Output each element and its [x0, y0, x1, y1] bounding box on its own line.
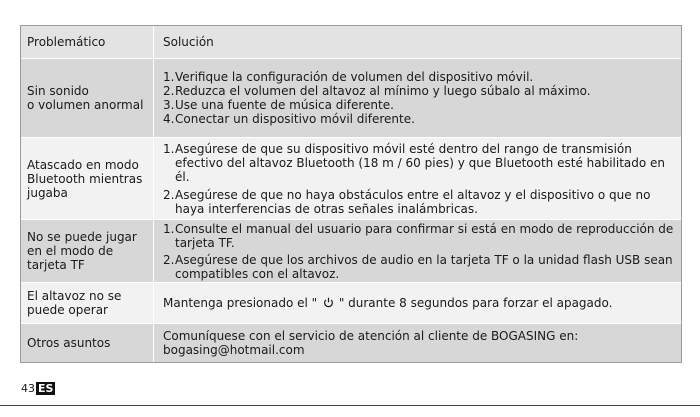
problem-cell: [21, 283, 154, 323]
solution-item: 4. Conectar un dispositivo móvil diferente.: [163, 112, 415, 126]
table-row: [21, 282, 681, 323]
table-row: [21, 137, 681, 219]
problem-line: Otros asuntos: [27, 336, 111, 350]
problem-cell: [21, 220, 154, 282]
table-header-row: [21, 26, 681, 58]
problem-line: o volumen anormal: [27, 98, 144, 112]
header-problem: Problemático: [21, 26, 154, 58]
bottom-divider: [0, 405, 700, 406]
solution-cell: [154, 324, 681, 362]
solution-line: Comuníquese con el servicio de atención al cliente de BOGASING en:: [163, 329, 579, 343]
problem-line: El altavoz no se: [27, 289, 122, 303]
problem-cell: [21, 138, 154, 219]
solution-item: 3. Use una fuente de música diferente.: [163, 98, 394, 112]
solution-item: 1. Asegúrese de que su dispositivo móvil esté dentro del rango de transmisión efectivo del altavoz Bluetooth (18 m / 60 pies) y que Bluetooth esté habilitado en él.: [163, 141, 666, 184]
problem-line: Atascado en modo: [27, 157, 139, 172]
power-icon: [321, 296, 335, 310]
problem-line: tarjeta TF: [27, 258, 85, 272]
problem-line: Bluetooth mientras: [27, 171, 143, 186]
problem-line: en el modo de: [27, 244, 114, 258]
page-number: 43: [21, 382, 35, 395]
support-email: bogasing@hotmail.com: [163, 343, 305, 357]
problem-line: Sin sonido: [27, 84, 89, 98]
page-footer: [21, 382, 55, 395]
solution-item: 1. Consulte el manual del usuario para confirmar si está en modo de reproducción de tarjeta TF.: [163, 221, 674, 250]
solution-item: 1. Verifique la configuración de volumen del dispositivo móvil.: [163, 70, 534, 84]
solution-item: 2. Asegúrese de que los archivos de audio en la tarjeta TF o la unidad flash USB sean compatibles con el altavoz.: [163, 252, 673, 281]
problem-line: No se puede jugar: [27, 230, 137, 244]
problem-cell: [21, 324, 154, 362]
table-row: [21, 323, 681, 362]
solution-text: Mantenga presionado el " " durante 8 segundos para forzar el apagado.: [163, 296, 613, 310]
solution-item: 2. Reduzca el volumen del altavoz al mínimo y luego súbalo al máximo.: [163, 84, 591, 98]
problem-line: puede operar: [27, 303, 108, 317]
solution-cell: [154, 220, 681, 282]
solution-item: 2. Asegúrese de que no haya obstáculos entre el altavoz y el dispositivo o que no haya interferencias de otras señales inalámbricas.: [163, 187, 651, 216]
solution-cell: [154, 59, 681, 137]
header-solution: Solución: [163, 35, 214, 49]
problem-cell: [21, 59, 154, 137]
troubleshooting-table: [20, 25, 682, 363]
problem-line: jugaba: [27, 185, 68, 200]
language-badge: ES: [38, 382, 54, 395]
solution-cell: [154, 283, 681, 323]
table-row: [21, 58, 681, 137]
solution-cell: [154, 138, 681, 219]
table-row: [21, 219, 681, 282]
